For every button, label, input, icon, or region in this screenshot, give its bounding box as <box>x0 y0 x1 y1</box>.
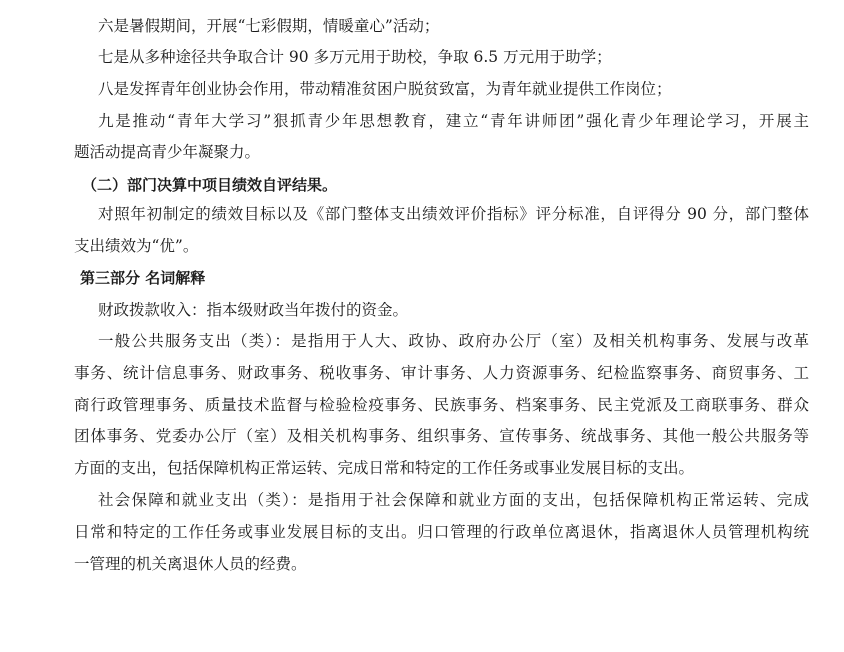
part-heading: 第三部分 名词解释 <box>80 269 206 287</box>
text-line: 财政拨款收入：指本级财政当年拨付的资金。 <box>98 301 409 319</box>
text-line: 对照年初制定的绩效目标以及《部门整体支出绩效评价指标》评分标准，自评得分 90 分，部门整体 <box>98 205 809 223</box>
text-line: 事务、统计信息事务、财政事务、税收事务、审计事务、人力资源事务、纪检监察事务、商贸事务、工 <box>74 364 809 382</box>
text-line: 八是发挥青年创业协会作用，带动精准贫困户脱贫致富，为青年就业提供工作岗位； <box>98 80 672 98</box>
text-line: 六是暑假期间，开展“七彩假期，情暖童心”活动； <box>98 17 440 35</box>
text-line: 社会保障和就业支出（类）：是指用于社会保障和就业方面的支出，包括保障机构正常运转、完成 <box>98 491 809 509</box>
text-line: 一管理的机关离退休人员的经费。 <box>74 555 307 573</box>
text-line: 支出绩效为“优”。 <box>74 237 199 255</box>
text-line: 日常和特定的工作任务或事业发展目标的支出。归口管理的行政单位离退休，指离退休人员管理机构统 <box>74 523 809 541</box>
text-line: 七是从多种途径共争取合计 90 多万元用于助校，争取 6.5 万元用于助学； <box>98 48 612 66</box>
text-line: 九是推动“青年大学习”狠抓青少年思想教育，建立“青年讲师团”强化青少年理论学习，开展主 <box>98 112 809 130</box>
text-line: 商行政管理事务、质量技术监督与检验检疫事务、民族事务、档案事务、民主党派及工商联事务、群众 <box>74 396 809 414</box>
text-line: 方面的支出，包括保障机构正常运转、完成日常和特定的工作任务或事业发展目标的支出。 <box>74 459 695 477</box>
text-line: 团体事务、党委办公厅（室）及相关机构事务、组织事务、宣传事务、统战事务、其他一般公共服务等 <box>74 427 809 445</box>
text-line: 一般公共服务支出（类）：是指用于人大、政协、政府办公厅（室）及相关机构事务、发展与改革 <box>98 332 809 350</box>
section-heading: （二）部门决算中项目绩效自评结果。 <box>82 176 338 194</box>
text-line: 题活动提高青少年凝聚力。 <box>74 143 261 161</box>
